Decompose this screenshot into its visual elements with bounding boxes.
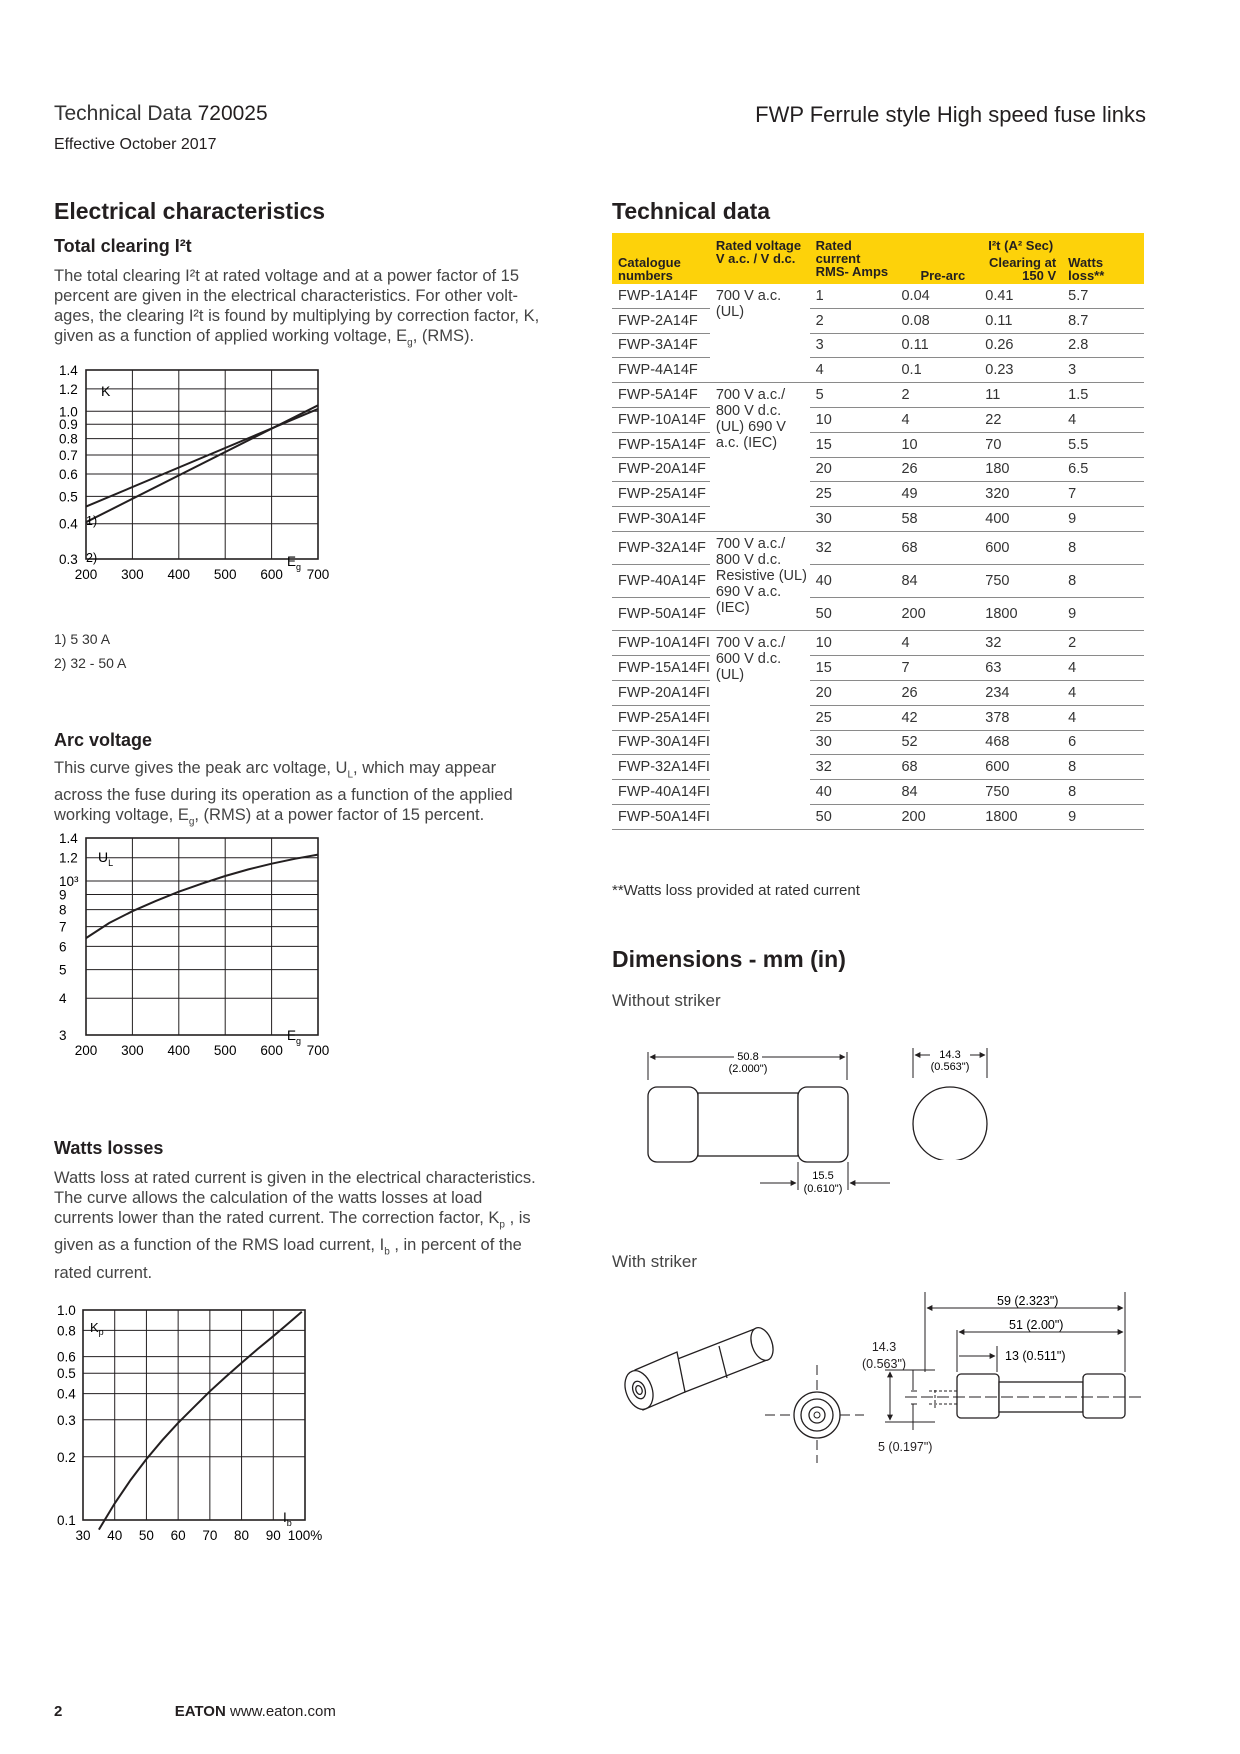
- note-1: 1) 5 30 A: [54, 631, 111, 647]
- y-tick-label: 0.8: [59, 431, 78, 447]
- clearing-subheading: Total clearing I²t: [54, 236, 192, 256]
- table-row: [612, 383, 1144, 408]
- prearc-value: 4: [895, 407, 979, 432]
- watts-value: 2: [1062, 631, 1144, 656]
- prearc-value: 7: [895, 656, 979, 681]
- x-tick-label: 100%: [287, 1528, 323, 1543]
- clearing-value: 0.23: [979, 358, 1062, 383]
- y-tick-label: 0.5: [57, 1366, 76, 1382]
- catalogue-number: FWP-3A14F: [612, 333, 710, 358]
- table-row: [612, 631, 1144, 656]
- clearing-value: 320: [979, 482, 1062, 507]
- technical-data-table: [612, 233, 1144, 830]
- rated-current: 25: [810, 482, 896, 507]
- watts-value: 8.7: [1062, 308, 1144, 333]
- rated-current: 50: [810, 804, 896, 829]
- rated-current: 40: [810, 780, 896, 805]
- table-row: [612, 407, 1144, 432]
- note-2: 2) 32 - 50 A: [54, 655, 127, 671]
- kp-chart-ylabel: $K_p$: [90, 1320, 104, 1337]
- clearing-paragraph: The total clearing I²t at rated voltage and at a power factor of 15 percent are given in the electrical characteristics. For other volt- ages, the clearing I²t is found by multiplying by correction factor, K, given as a function of applied working voltage, $E_g$, (RMS).: [54, 267, 540, 349]
- rated-current: 15: [810, 432, 896, 457]
- series-line-2: [86, 405, 318, 522]
- y-tick-label: 0.6: [57, 1349, 76, 1365]
- y-tick-label: 0.8: [57, 1323, 76, 1339]
- prearc-value: 26: [895, 457, 979, 482]
- y-tick-label: 10³: [59, 874, 79, 890]
- k-chart-ylabel: K: [101, 383, 111, 399]
- watts-value: 8: [1062, 780, 1144, 805]
- y-tick-label: 0.2: [57, 1449, 76, 1465]
- footer: [54, 1703, 336, 1720]
- clearing-value: 1800: [979, 804, 1062, 829]
- arc-subheading: Arc voltage: [54, 730, 153, 750]
- page-number: 2: [54, 1703, 63, 1720]
- x-tick-label: 200: [74, 567, 98, 582]
- y-tick-label: 0.7: [59, 448, 78, 464]
- prearc-value: 68: [895, 531, 979, 564]
- prearc-value: 200: [895, 598, 979, 631]
- rated-current: 25: [810, 705, 896, 730]
- catalogue-number: FWP-30A14F: [612, 507, 710, 532]
- x-tick-label: 40: [107, 1528, 123, 1543]
- doc-type: Technical Data: [54, 102, 192, 125]
- catalogue-number: FWP-20A14FI: [612, 680, 710, 705]
- watts-paragraph: Watts loss at rated current is given in the electrical characteristics. The curve allows the calculation of the watts losses at load currents lower than the rated current. The correction factor, $K_p$ , is given as a function of the RMS load current, $I_b$ , in percent of the rated current.: [54, 1169, 536, 1282]
- table-row: [612, 705, 1144, 730]
- y-tick-label: 5: [59, 962, 67, 978]
- clearing-value: 468: [979, 730, 1062, 755]
- watts-value: 6.5: [1062, 457, 1144, 482]
- catalogue-number: FWP-40A14F: [612, 565, 710, 598]
- table-footnote: **Watts loss provided at rated current: [612, 882, 860, 899]
- prearc-value: 26: [895, 680, 979, 705]
- catalogue-number: FWP-2A14F: [612, 308, 710, 333]
- fuse-end-view-without-striker: [900, 1040, 990, 1160]
- col-prearc: Pre-arc: [895, 254, 979, 284]
- electrical-heading: Electrical characteristics: [54, 198, 326, 224]
- x-tick-label: 200: [74, 1043, 98, 1058]
- prearc-value: 2: [895, 383, 979, 408]
- prearc-value: 0.08: [895, 308, 979, 333]
- rated-current: 30: [810, 730, 896, 755]
- doc-type-heading: [54, 102, 268, 126]
- rated-current: 20: [810, 680, 896, 705]
- rated-voltage: 700 V a.c. (UL): [710, 284, 810, 383]
- rated-current: 2: [810, 308, 896, 333]
- clearing-value: 22: [979, 407, 1062, 432]
- clearing-value: 0.41: [979, 284, 1062, 308]
- prearc-value: 4: [895, 631, 979, 656]
- series-line-1: [86, 855, 318, 939]
- x-tick-label: 400: [167, 567, 191, 582]
- table-row: [612, 656, 1144, 681]
- x-tick-label: 700: [306, 1043, 330, 1058]
- rated-current: 15: [810, 656, 896, 681]
- rated-voltage: 700 V a.c./ 800 V d.c. Resistive (UL) 690 V a.c. (IEC): [710, 531, 810, 630]
- y-tick-label: 9: [59, 887, 67, 903]
- y-tick-label: 1.0: [57, 1303, 76, 1318]
- diameter-mm: 14.3: [939, 1049, 961, 1061]
- watts-value: 4: [1062, 656, 1144, 681]
- x-tick-label: 300: [121, 567, 144, 582]
- footer-brand: EATON: [174, 1703, 226, 1720]
- watts-value: 4: [1062, 705, 1144, 730]
- y-tick-label: 0.4: [57, 1386, 76, 1402]
- striker-length-label: 5 (0.197"): [878, 1440, 933, 1454]
- table-row: [612, 730, 1144, 755]
- catalogue-number: FWP-40A14FI: [612, 780, 710, 805]
- y-tick-label: 1.0: [59, 404, 78, 420]
- catalogue-number: FWP-4A14F: [612, 358, 710, 383]
- catalogue-number: FWP-50A14F: [612, 598, 710, 631]
- y-tick-label: 0.6: [59, 466, 78, 482]
- chart-frame: [83, 1310, 305, 1520]
- col-clearing: Clearing at 150 V: [979, 254, 1062, 284]
- k-correction-chart: [50, 362, 340, 617]
- watts-value: 3: [1062, 358, 1144, 383]
- watts-value: 9: [1062, 598, 1144, 631]
- table-row: [612, 457, 1144, 482]
- clearing-value: 32: [979, 631, 1062, 656]
- diameter-in: (0.563"): [930, 1061, 970, 1073]
- kp-chart-xlabel: $I_b$: [283, 1510, 292, 1528]
- k-chart-series1-label: 1): [86, 514, 98, 528]
- y-tick-label: 4: [59, 991, 67, 1007]
- catalogue-number: FWP-32A14FI: [612, 755, 710, 780]
- clearing-notes: [54, 627, 126, 675]
- y-tick-label: 1.2: [59, 381, 78, 397]
- rated-current: 4: [810, 358, 896, 383]
- rated-current: 20: [810, 457, 896, 482]
- catalogue-number: FWP-25A14FI: [612, 705, 710, 730]
- prearc-value: 0.11: [895, 333, 979, 358]
- x-tick-label: 500: [213, 1043, 237, 1058]
- watts-value: 8: [1062, 531, 1144, 564]
- watts-value: 5.5: [1062, 432, 1144, 457]
- watts-subheading: Watts losses: [54, 1138, 164, 1158]
- rated-current: 32: [810, 531, 896, 564]
- k-chart-xlabel: $E_g$: [287, 554, 302, 572]
- table-row: [612, 598, 1144, 631]
- y-tick-label: 0.4: [59, 516, 78, 532]
- watts-value: 8: [1062, 755, 1144, 780]
- table-row: [612, 780, 1144, 805]
- catalogue-number: FWP-10A14FI: [612, 631, 710, 656]
- col-catalogue: Catalogue numbers: [612, 233, 710, 284]
- rated-current: 30: [810, 507, 896, 532]
- clearing-value: 180: [979, 457, 1062, 482]
- cap-mm: 15.5: [812, 1170, 834, 1182]
- catalogue-number: FWP-30A14FI: [612, 730, 710, 755]
- clearing-value: 63: [979, 656, 1062, 681]
- cap-length: 13 (0.511"): [1005, 1349, 1066, 1363]
- watts-value: 2.8: [1062, 333, 1144, 358]
- clearing-value: 0.11: [979, 308, 1062, 333]
- y-tick-label: 0.9: [59, 417, 78, 433]
- table-row: [612, 358, 1144, 383]
- x-tick-label: 30: [75, 1528, 91, 1543]
- y-tick-label: 1.4: [59, 831, 78, 846]
- x-tick-label: 600: [260, 567, 283, 582]
- without-striker-label: Without striker: [612, 991, 721, 1010]
- table-row: [612, 333, 1144, 358]
- prearc-value: 84: [895, 780, 979, 805]
- watts-value: 4: [1062, 407, 1144, 432]
- clearing-value: 600: [979, 755, 1062, 780]
- table-row: [612, 432, 1144, 457]
- prearc-value: 49: [895, 482, 979, 507]
- clearing-value: 600: [979, 531, 1062, 564]
- table-row: [612, 680, 1144, 705]
- k-chart-series: [86, 405, 318, 522]
- clearing-value: 400: [979, 507, 1062, 532]
- table-row: [612, 531, 1144, 564]
- table-row: [612, 507, 1144, 532]
- kp-chart-ticks: [57, 1303, 322, 1543]
- watts-value: 9: [1062, 804, 1144, 829]
- effective-date: Effective October 2017: [54, 136, 217, 153]
- x-tick-label: 400: [167, 1043, 191, 1058]
- arc-chart-ylabel: $U_L$: [98, 849, 114, 868]
- catalogue-number: FWP-50A14FI: [612, 804, 710, 829]
- prearc-value: 58: [895, 507, 979, 532]
- watts-value: 8: [1062, 565, 1144, 598]
- y-tick-label: 1.4: [59, 363, 78, 378]
- watts-value: 5.7: [1062, 284, 1144, 308]
- catalogue-number: FWP-5A14F: [612, 383, 710, 408]
- cap-in: (0.610"): [803, 1183, 843, 1195]
- watts-value: 7: [1062, 482, 1144, 507]
- rated-current: 10: [810, 407, 896, 432]
- prearc-value: 52: [895, 730, 979, 755]
- clearing-value: 11: [979, 383, 1062, 408]
- prearc-value: 200: [895, 804, 979, 829]
- table-row: [612, 308, 1144, 333]
- watts-value: 6: [1062, 730, 1144, 755]
- arc-chart-xlabel: $E_g$: [287, 1028, 302, 1046]
- y-tick-label: 3: [59, 1028, 67, 1043]
- page-title: FWP Ferrule style High speed fuse links: [755, 102, 1146, 127]
- watts-value: 1.5: [1062, 383, 1144, 408]
- arc-chart-ticks: [59, 831, 329, 1058]
- clearing-value: 750: [979, 780, 1062, 805]
- k-chart-series2-label: 2): [86, 551, 98, 565]
- clearing-value: 234: [979, 680, 1062, 705]
- clearing-value: 70: [979, 432, 1062, 457]
- prearc-value: 42: [895, 705, 979, 730]
- with-striker-label: With striker: [612, 1252, 697, 1271]
- x-tick-label: 70: [202, 1528, 218, 1543]
- watts-value: 4: [1062, 680, 1144, 705]
- prearc-value: 0.1: [895, 358, 979, 383]
- length-in: (2.000"): [728, 1063, 768, 1075]
- y-tick-label: 0.3: [59, 552, 78, 567]
- x-tick-label: 300: [121, 1043, 144, 1058]
- watts-loss-chart: [50, 1300, 350, 1560]
- rated-current: 5: [810, 383, 896, 408]
- x-tick-label: 500: [213, 567, 237, 582]
- arc-chart-series: [86, 855, 318, 939]
- footer-url[interactable]: www.eaton.com: [229, 1703, 336, 1720]
- y-tick-label: 6: [59, 939, 67, 955]
- length-mm: 50.8: [737, 1051, 759, 1063]
- y-tick-label: 1.2: [59, 850, 78, 866]
- prearc-value: 84: [895, 565, 979, 598]
- doc-number: 720025: [197, 102, 268, 125]
- prearc-value: 0.04: [895, 284, 979, 308]
- x-tick-label: 60: [170, 1528, 186, 1543]
- y-tick-label: 7: [59, 919, 67, 935]
- arc-paragraph: This curve gives the peak arc voltage, $U_L$, which may appear across the fuse during its operation as a function of the applied working voltage, $E_g$, (RMS) at a power factor of 15 percent.: [54, 759, 513, 828]
- catalogue-number: FWP-10A14F: [612, 407, 710, 432]
- col-watts: Watts loss**: [1062, 254, 1144, 284]
- x-tick-label: 80: [234, 1528, 250, 1543]
- arc-voltage-chart: [50, 830, 340, 1085]
- rated-current: 40: [810, 565, 896, 598]
- table-row: [612, 284, 1144, 308]
- x-tick-label: 90: [265, 1528, 281, 1543]
- y-tick-label: 0.1: [57, 1513, 76, 1528]
- table-row: [612, 482, 1144, 507]
- col-current: Rated current RMS- Amps: [810, 233, 896, 284]
- series-line-1: [99, 1312, 302, 1530]
- rated-voltage: 700 V a.c./ 600 V d.c. (UL): [710, 631, 810, 829]
- catalogue-number: FWP-15A14FI: [612, 656, 710, 681]
- y-tick-label: 0.5: [59, 489, 78, 505]
- fuse-drawing-without-striker: [640, 1040, 900, 1210]
- catalogue-number: FWP-25A14F: [612, 482, 710, 507]
- x-tick-label: 50: [138, 1528, 154, 1543]
- catalogue-number: FWP-32A14F: [612, 531, 710, 564]
- kp-chart-grid: [83, 1310, 305, 1520]
- catalogue-number: FWP-15A14F: [612, 432, 710, 457]
- col-voltage: Rated voltage V a.c. / V d.c.: [710, 233, 810, 284]
- table-row: [612, 804, 1144, 829]
- overall-length: 59 (2.323"): [997, 1294, 1059, 1308]
- rated-current: 3: [810, 333, 896, 358]
- catalogue-number: FWP-1A14F: [612, 284, 710, 308]
- rated-current: 1: [810, 284, 896, 308]
- rated-current: 32: [810, 755, 896, 780]
- k-chart-ticks: [59, 363, 329, 582]
- body-length: 51 (2.00"): [1009, 1318, 1064, 1332]
- rated-voltage: 700 V a.c./ 800 V d.c. (UL) 690 V a.c. (IEC): [710, 383, 810, 532]
- clearing-value: 750: [979, 565, 1062, 598]
- rated-current: 50: [810, 598, 896, 631]
- catalogue-number: FWP-20A14F: [612, 457, 710, 482]
- arc-chart-grid: [86, 838, 318, 1035]
- clearing-value: 0.26: [979, 333, 1062, 358]
- table-row: [612, 565, 1144, 598]
- y-tick-label: 8: [59, 902, 67, 918]
- technical-heading: Technical data: [612, 198, 771, 224]
- table-row: [612, 755, 1144, 780]
- striker-dia-label: 14.3 (0.563"): [862, 1340, 907, 1371]
- col-i2t-group: I²t (A² Sec): [895, 233, 1144, 254]
- dimensions-heading: Dimensions - mm (in): [612, 946, 846, 972]
- x-tick-label: 600: [260, 1043, 283, 1058]
- rated-current: 10: [810, 631, 896, 656]
- chart-frame: [86, 838, 318, 1035]
- x-tick-label: 700: [306, 567, 330, 582]
- y-tick-label: 0.3: [57, 1412, 76, 1428]
- clearing-value: 378: [979, 705, 1062, 730]
- kp-chart-series: [99, 1312, 302, 1530]
- watts-value: 9: [1062, 507, 1144, 532]
- prearc-value: 10: [895, 432, 979, 457]
- prearc-value: 68: [895, 755, 979, 780]
- clearing-value: 1800: [979, 598, 1062, 631]
